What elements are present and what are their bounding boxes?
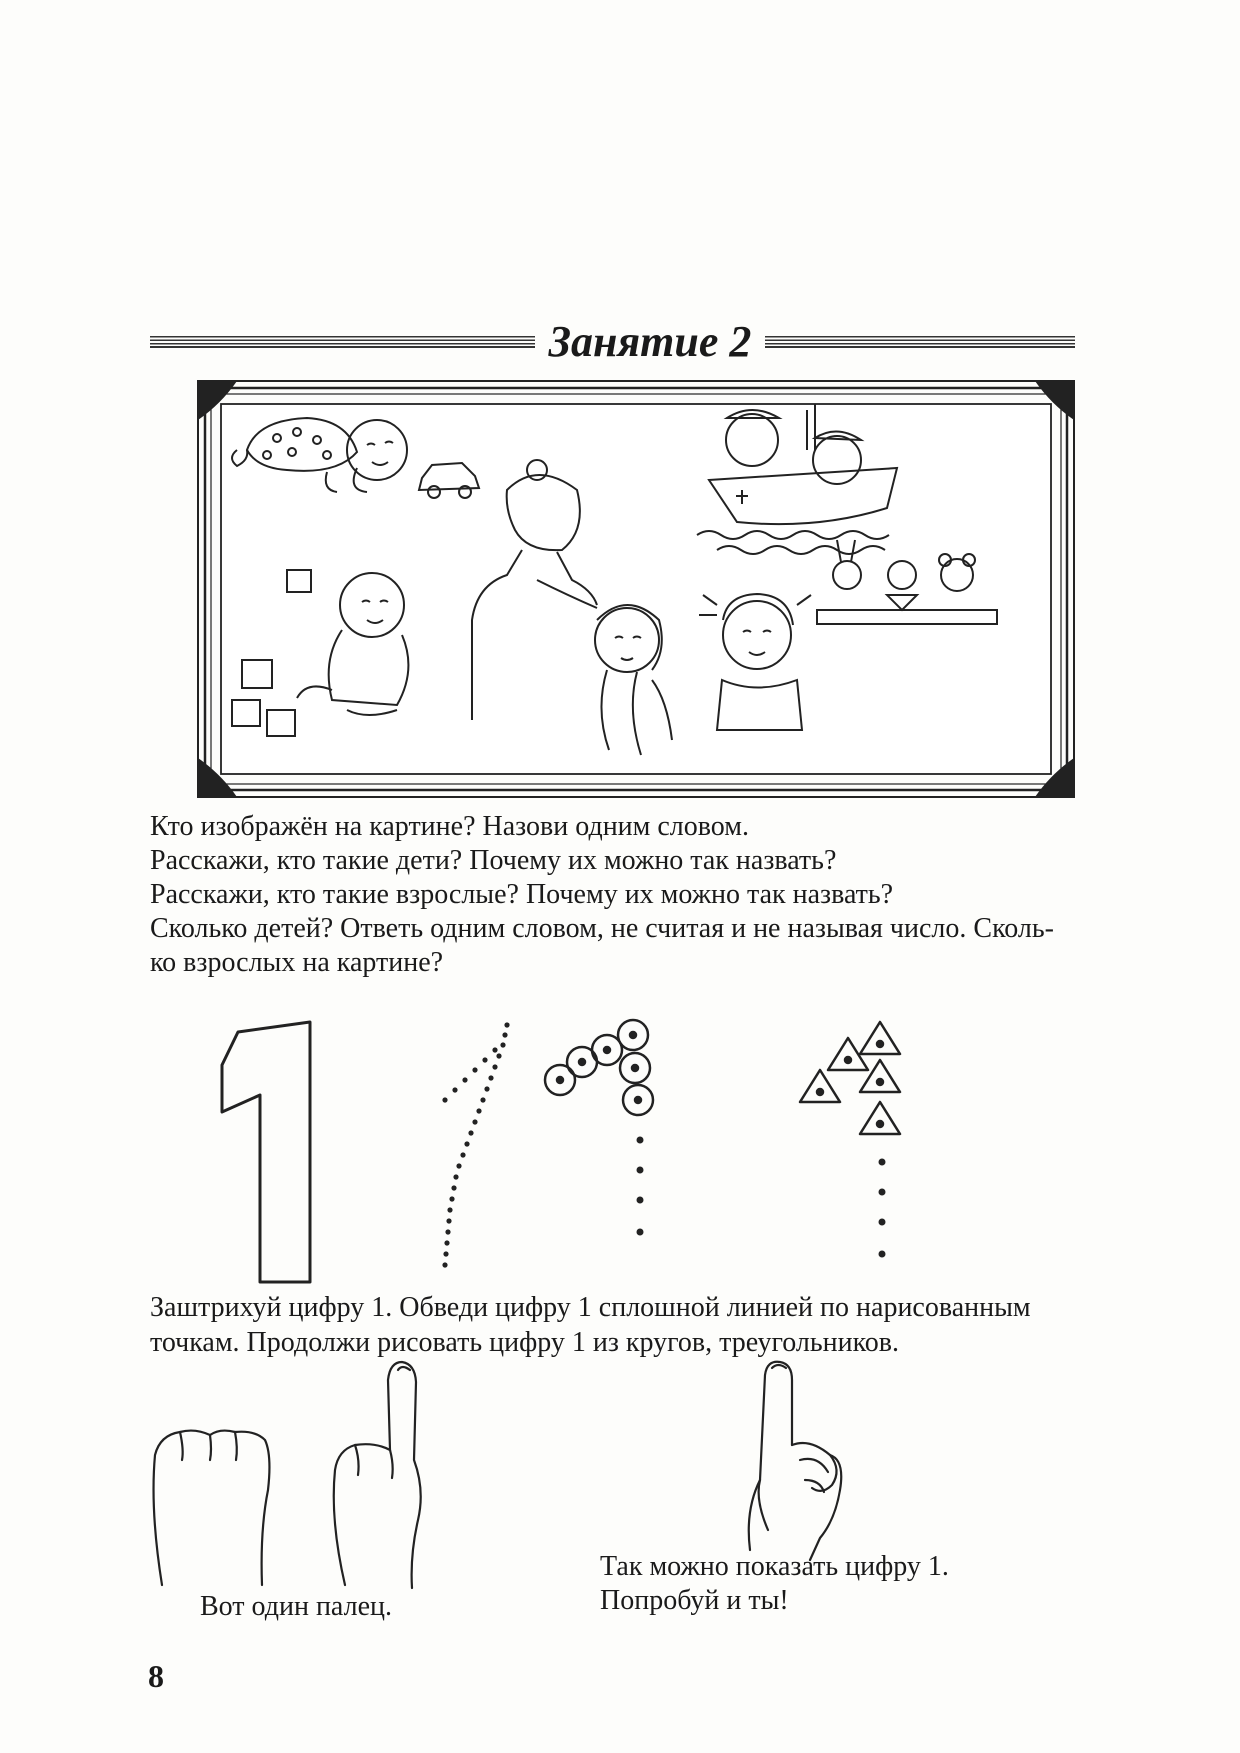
instruction-line: точкам. Продолжи рисовать цифру 1 из кругов, треугольников. (150, 1327, 899, 1358)
triangles-numeral-one (800, 1022, 900, 1134)
left-caption (200, 1590, 392, 1624)
question-line: Расскажи, кто такие взрослые? Почему их можно так назвать? (150, 879, 894, 910)
numeral-instructions (150, 1290, 1080, 1360)
right-caption-line: Попробуй и ты! (600, 1585, 789, 1616)
title-rule-right (765, 336, 1075, 348)
page-title: Занятие 2 (548, 317, 752, 366)
numeral-exercise (160, 1000, 1060, 1290)
page-number: 8 (148, 1658, 164, 1694)
right-caption (600, 1550, 949, 1618)
right-caption-line: Так можно показать цифру 1. (600, 1551, 949, 1582)
circles-continuation-dots (637, 1137, 644, 1236)
question-line: Сколько детей? Ответь одним словом, не считая и не называя число. Сколь- (150, 913, 1054, 944)
title-bar (150, 318, 1075, 366)
fist-icon (154, 1431, 270, 1585)
dotted-numeral-one (442, 1022, 509, 1267)
question-line: ко взрослых на картине? (150, 947, 444, 978)
numeral-value: 1 (182, 1030, 183, 1031)
index-finger-hand-icon (334, 1362, 421, 1588)
question-line: Кто изображён на картине? Назови одним словом. (150, 811, 749, 842)
title-rule-left (150, 336, 535, 348)
question-line: Расскажи, кто такие дети? Почему их можно так назвать? (150, 845, 837, 876)
questions-block (150, 810, 1075, 980)
outlined-numeral-one (182, 1022, 310, 1282)
circles-numeral-one (545, 1020, 653, 1115)
triangles-continuation-dots (879, 1159, 886, 1258)
pointing-up-hand-icon (749, 1362, 842, 1560)
instruction-line: Заштрихуй цифру 1. Обведи цифру 1 сплошной линией по нарисованным (150, 1292, 1031, 1323)
left-caption-text: Вот один палец. (200, 1591, 392, 1622)
illustration-frame (197, 380, 1075, 798)
